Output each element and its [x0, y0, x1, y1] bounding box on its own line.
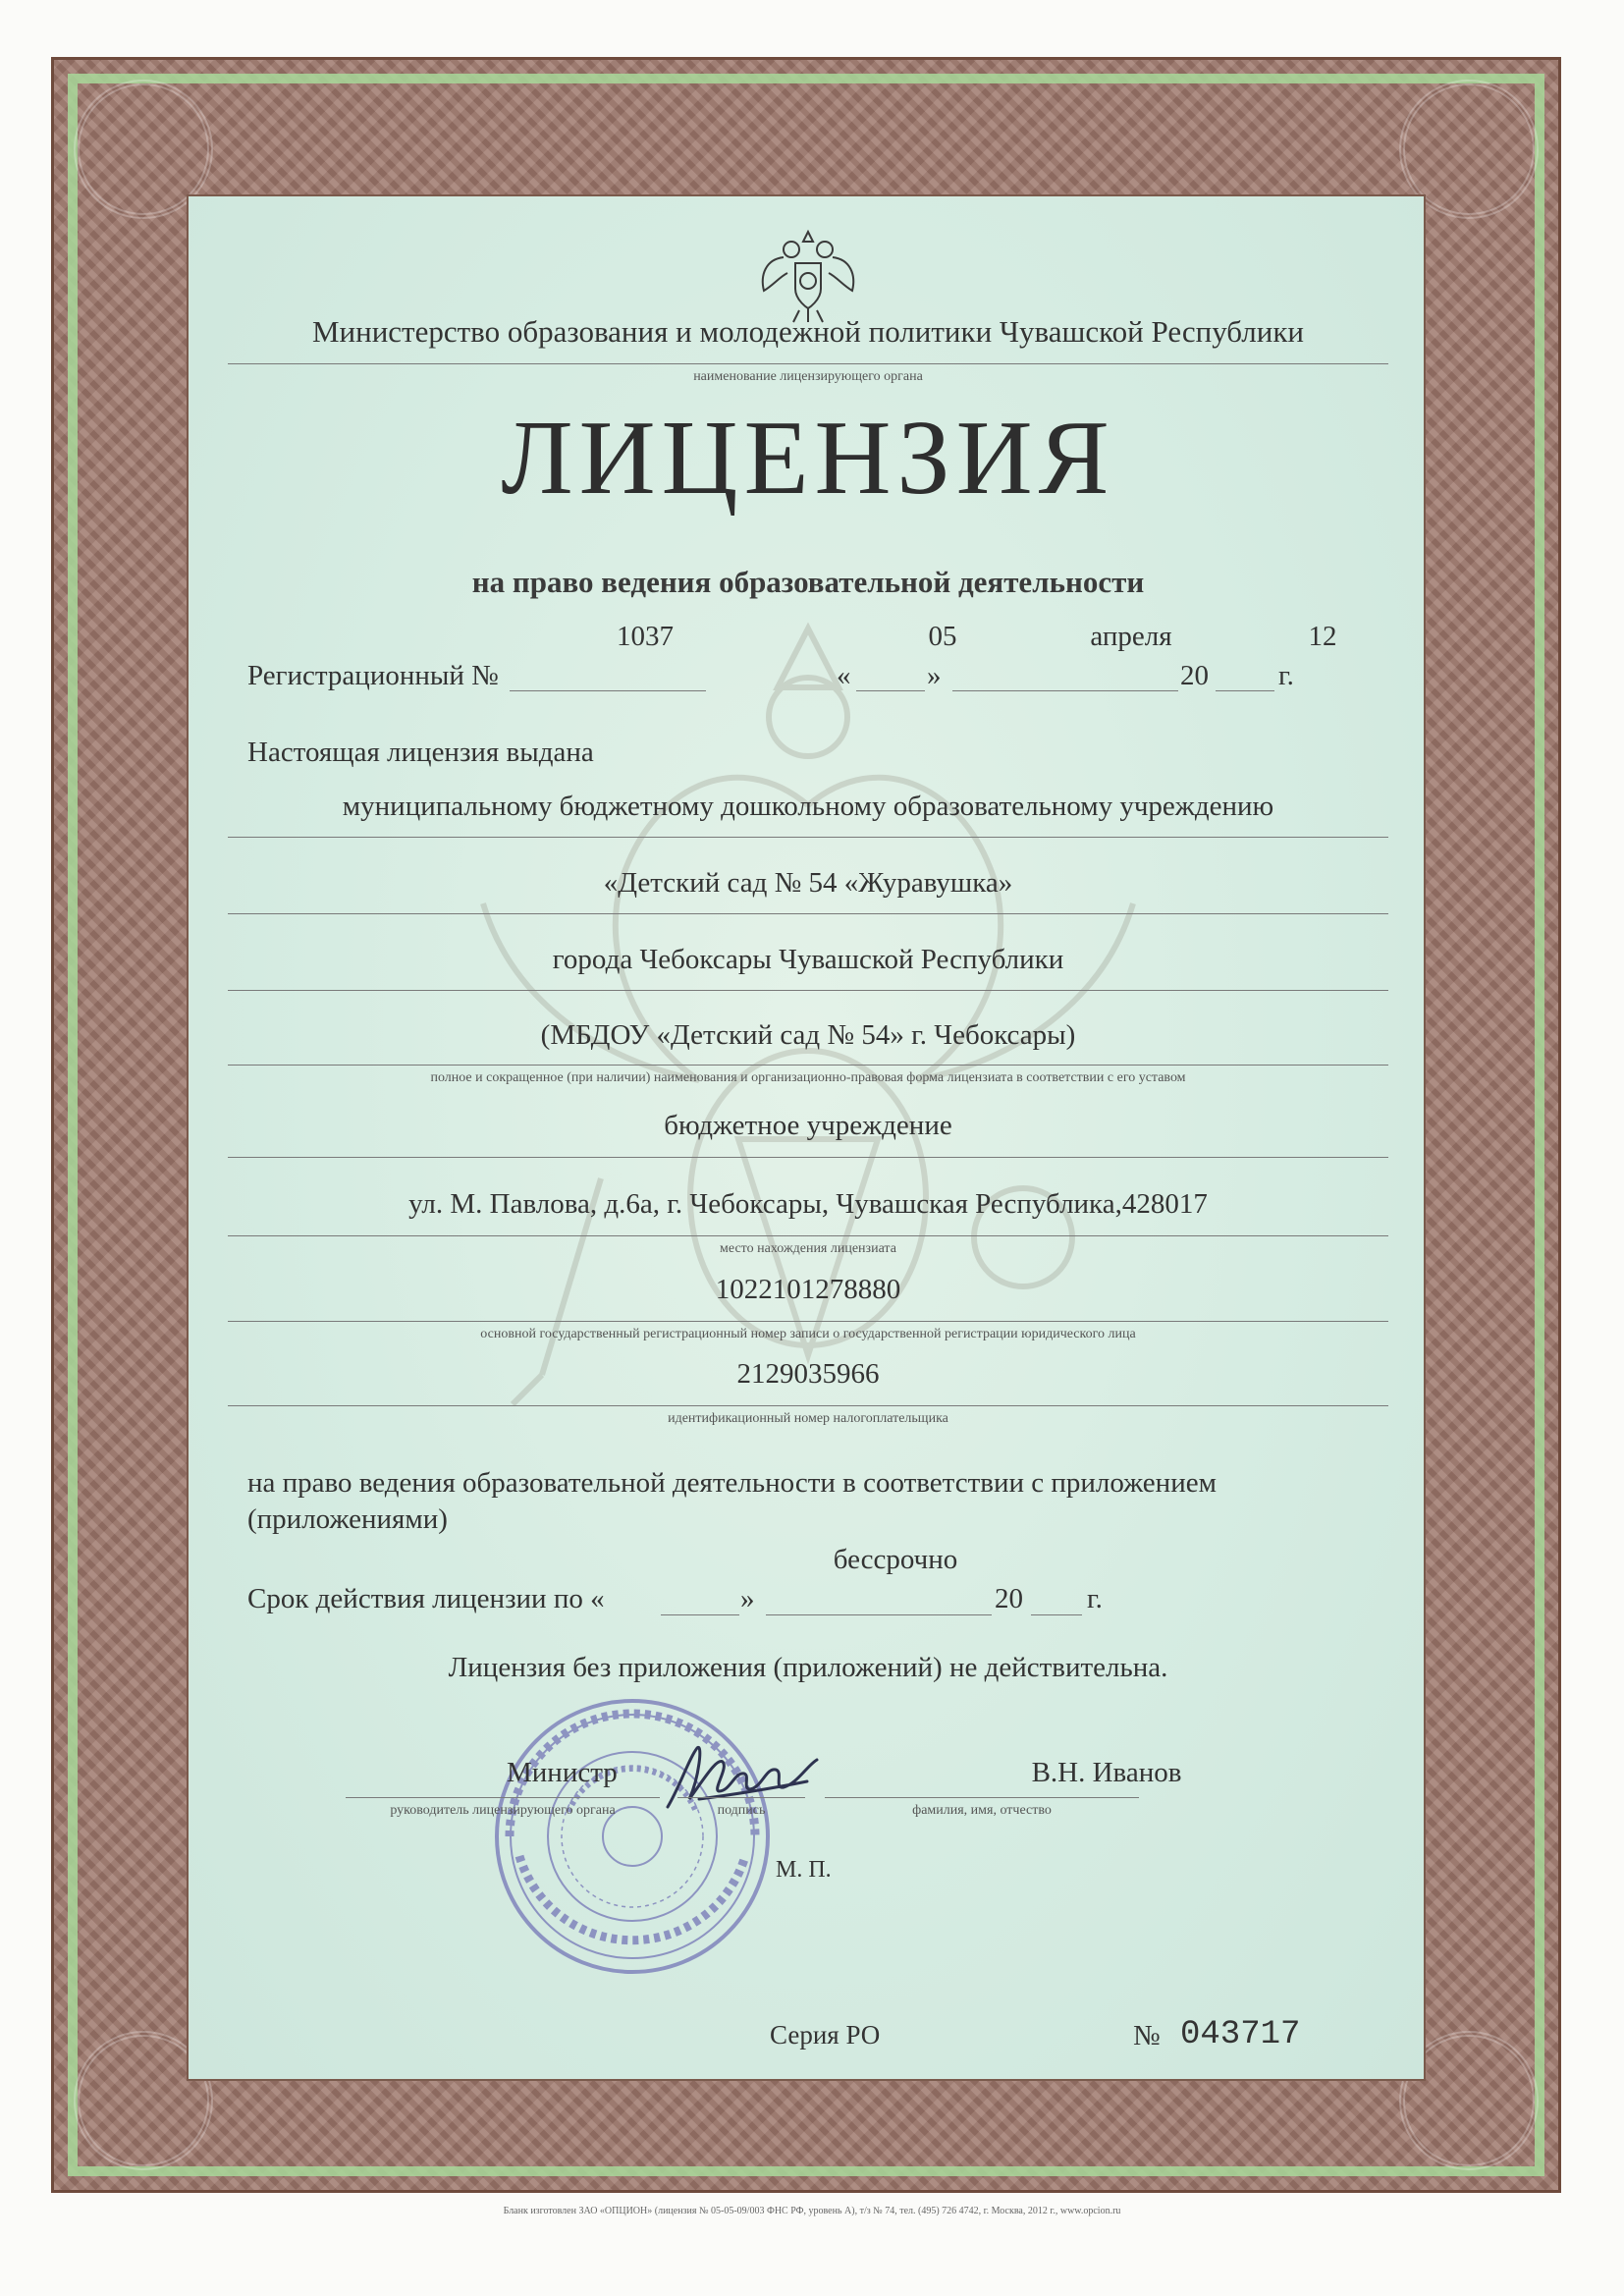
issuer-underline [228, 363, 1388, 364]
inn-caption: идентификационный номер налогоплательщика [668, 1411, 948, 1426]
licensee-line2-underline [228, 913, 1388, 914]
licensee-org-form: бюджетное учреждение [664, 1110, 952, 1141]
position-underline [346, 1797, 660, 1798]
validity-year-line [1031, 1614, 1082, 1615]
registration-year-prefix: 20 [1180, 660, 1209, 691]
registration-day: 05 [928, 621, 957, 652]
registration-quote-open: « [837, 660, 851, 691]
document-subtitle: на право ведения образовательной деятельности [471, 565, 1145, 599]
series-number-label: № [1133, 2020, 1161, 2051]
signature-caption: подпись [717, 1803, 766, 1818]
license-field [187, 194, 1426, 2081]
validity-label: Срок действия лицензии по « [247, 1583, 605, 1614]
licensee-name-line1: муниципальному бюджетному дошкольному образовательному учреждению [342, 791, 1274, 822]
licensee-name-line3: города Чебоксары Чувашской Республики [552, 944, 1064, 975]
registration-year-line [1216, 690, 1274, 691]
issued-to-label: Настоящая лицензия выдана [247, 737, 594, 768]
ogrn-caption: основной государственный регистрационный номер записи о государственной регистрации юридического лица [480, 1327, 1136, 1341]
issuer-name: Министерство образования и молодежной политики Чувашской Республики [311, 314, 1305, 349]
licensee-name-caption: полное и сокращенное (при наличии) наименования и организационно-правовая форма лицензиата в соответствии с его уставом [430, 1070, 1186, 1085]
seal-place-mark: М. П. [776, 1857, 832, 1883]
licensee-short-name: (МБДОУ «Детский сад № 54» г. Чебоксары) [540, 1019, 1076, 1051]
validity-year-prefix: 20 [995, 1583, 1023, 1614]
validity-quote-close: » [740, 1583, 755, 1614]
issuer-caption: наименование лицензирующего органа [693, 369, 923, 384]
series-number: 043717 [1180, 2016, 1301, 2053]
licensee-address: ул. М. Павлова, д.6а, г. Чебоксары, Чувашская Республика,428017 [408, 1188, 1208, 1220]
signatory-position: Министр [507, 1757, 618, 1788]
address-underline [228, 1235, 1388, 1236]
series-label: Серия РО [770, 2020, 881, 2050]
registration-month-line [952, 690, 1178, 691]
validity-day-line [661, 1614, 739, 1615]
official-seal-icon [490, 1694, 775, 1979]
licensee-line1-underline [228, 837, 1388, 838]
org-form-underline [228, 1157, 1388, 1158]
licensee-name-line2: «Детский сад № 54 «Журавушка» [603, 867, 1013, 899]
activity-text-line2: (приложениями) [247, 1503, 448, 1535]
printer-footer: Бланк изготовлен ЗАО «ОПЦИОН» (лицензия № 05-05-09/003 ФНС РФ, уровень А), т/з № 74, тел. (495) 726 4742, г. Москва, 2012 г., www.opcion.ru [503, 2206, 1121, 2216]
licensee-ogrn: 1022101278880 [715, 1274, 901, 1305]
registration-year: 12 [1308, 621, 1337, 652]
registration-month: апреля [1090, 621, 1172, 652]
registration-day-line [856, 690, 925, 691]
signature-underline [677, 1797, 805, 1798]
name-underline [825, 1797, 1139, 1798]
signatory-name: В.Н. Иванов [1031, 1757, 1182, 1788]
registration-label: Регистрационный № [247, 660, 499, 691]
validity-value: бессрочно [833, 1544, 958, 1575]
registration-year-suffix: г. [1278, 660, 1294, 691]
validity-year-suffix: г. [1087, 1583, 1103, 1614]
licensee-line4-underline [228, 1065, 1388, 1066]
validity-notice: Лицензия без приложения (приложений) не действительна. [448, 1652, 1168, 1683]
licensee-inn: 2129035966 [736, 1358, 880, 1390]
ogrn-underline [228, 1321, 1388, 1322]
position-caption: руководитель лицензирующего органа [390, 1803, 616, 1818]
document-title: ЛИЦЕНЗИЯ [501, 400, 1115, 517]
validity-month-line [766, 1614, 992, 1615]
inn-underline [228, 1405, 1388, 1406]
registration-number: 1037 [617, 621, 674, 652]
address-caption: место нахождения лицензиата [720, 1241, 896, 1256]
double-headed-eagle-emblem-icon [754, 220, 862, 328]
activity-text-line1: на право ведения образовательной деятельности в соответствии с приложением [247, 1467, 1217, 1499]
name-caption: фамилия, имя, отчество [912, 1803, 1052, 1818]
licensee-line3-underline [228, 990, 1388, 991]
registration-number-line [510, 690, 706, 691]
registration-quote-close: » [927, 660, 942, 691]
